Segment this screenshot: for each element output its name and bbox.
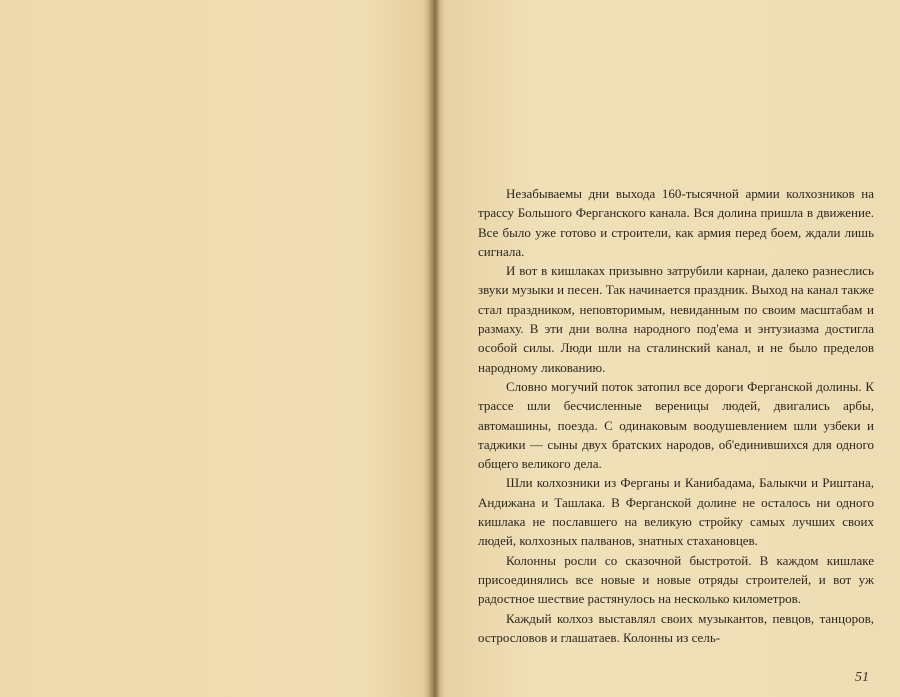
paragraph-3: Словно могучий поток затопил все дороги Ферганской долины. К трассе шли бесчисленные вереницы людей, двигались арбы, автомашины, поезда. С одинаковым воодушевлением шли узбеки и таджики — сыны двух братских народов, об'единившихся для одного общего великого дела. xyxy=(478,378,874,472)
page-text xyxy=(478,184,874,647)
left-page-blank xyxy=(0,0,432,697)
paragraph-6: Каждый колхоз выставлял своих музыкантов, певцов, танцоров, острословов и глашатаев. Колонны из сель- xyxy=(478,610,874,645)
paragraph-1: Незабываемы дни выхода 160-тысячной армии колхозников на трассу Большого Ферганского канала. Вся долина пришла в движение. Все было уже готово и строители, как армия перед боем, ждали лишь сигнала. xyxy=(478,186,874,259)
paragraph-4: Шли колхозники из Ферганы и Канибадама, Балыкчи и Риштана, Андижана и Ташлака. В Ферганской долине не осталось ни одного кишлака не пославшего на великую стройку самых лучших своих людей, колхозных палванов, знатных стахановцев. xyxy=(478,475,874,549)
paragraph-2: И вот в кишлаках призывно затрубили карнаи, далеко разнеслись звуки музыки и песен. Так начинается праздник. Выход на канал также стал праздником, неповторимым, невиданным по своим масштабам и размаху. В эти дни волна народного под'ема и энтузиазма достигла особой силы. Люди шли на сталинский канал, и не было пределов народному ликованию. xyxy=(478,263,874,375)
paragraph-5: Колонны росли со сказочной быстротой. В каждом кишлаке присоединялись все новые и новые отряды строителей, и вот уж радостное шествие растянулось на несколько километров. xyxy=(478,552,874,607)
page-number: 51 xyxy=(855,670,869,685)
